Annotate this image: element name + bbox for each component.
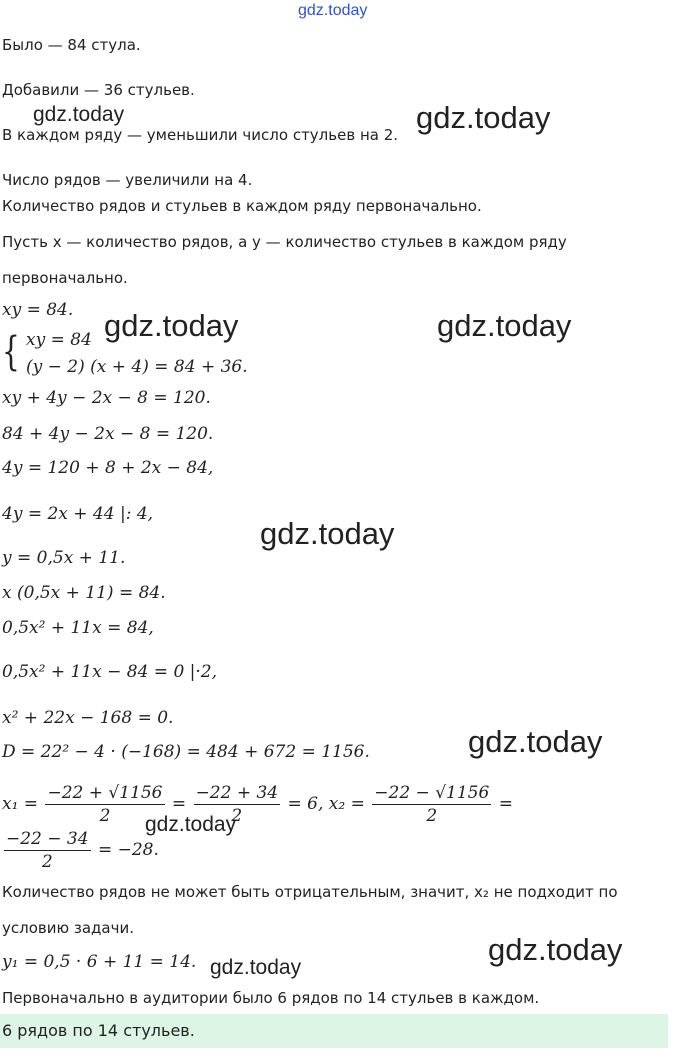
text-line: Число рядов — увеличили на 4.	[2, 171, 253, 189]
equation: 4y = 2x + 44 |: 4,	[2, 504, 154, 524]
watermark: gdz.today	[210, 956, 302, 979]
text-line: Добавили — 36 стульев.	[2, 81, 195, 99]
equation: x (0,5x + 11) = 84.	[2, 583, 166, 603]
fraction-denominator: 2	[231, 806, 243, 826]
watermark: gdz.today	[416, 100, 551, 135]
fraction-numerator: −22 + √1156	[47, 783, 163, 803]
text-line: первоначально.	[2, 269, 128, 287]
fraction-numerator: −22 + 34	[195, 783, 279, 803]
equals-sign: =	[498, 794, 513, 814]
text-line: Количество рядов не может быть отрицательным, значит, x₂ не подходит по	[2, 883, 618, 901]
equation: xy = 84.	[2, 300, 74, 320]
system-equation: xy = 84	[26, 330, 92, 350]
fraction-row	[2, 828, 159, 873]
watermark-top: gdz.today	[298, 2, 368, 19]
x2-result: = −28.	[97, 840, 159, 860]
watermark: gdz.today	[488, 932, 623, 967]
text-line: условию задачи.	[2, 919, 134, 937]
text-line: Было — 84 стула.	[2, 36, 141, 54]
x2-expression: = 6, x₂ =	[287, 794, 365, 814]
fraction-row	[2, 782, 513, 827]
watermark: gdz.today	[468, 724, 603, 759]
equation: 4y = 120 + 8 + 2x − 84,	[2, 458, 214, 478]
fraction-denominator: 2	[426, 806, 438, 826]
text-line: Первоначально в аудитории было 6 рядов по 14 стульев в каждом.	[2, 989, 540, 1007]
equation: 0,5x² + 11x − 84 = 0 |·2,	[2, 662, 218, 682]
fraction	[4, 828, 91, 873]
x1-label: x₁ =	[2, 794, 39, 814]
watermark: gdz.today	[437, 308, 572, 343]
fraction	[194, 782, 281, 827]
fraction	[372, 782, 491, 827]
text-line: Пусть x — количество рядов, а y — количество стульев в каждом ряду	[2, 233, 567, 251]
fraction-numerator: −22 − √1156	[374, 783, 490, 803]
watermark: gdz.today	[145, 813, 237, 836]
equals-sign: =	[171, 794, 187, 814]
watermark: gdz.today	[260, 516, 395, 551]
answer-box: 6 рядов по 14 стульев.	[0, 1014, 668, 1048]
fraction-denominator: 2	[99, 806, 111, 826]
equation: D = 22² − 4 · (−168) = 484 + 672 = 1156.	[2, 742, 370, 762]
system-brace: {	[2, 329, 20, 375]
watermark: gdz.today	[104, 308, 239, 343]
fraction	[45, 782, 164, 827]
system-equation: (y − 2) (x + 4) = 84 + 36.	[26, 357, 248, 377]
fraction-denominator: 2	[41, 852, 53, 872]
watermark: gdz.today	[33, 103, 125, 126]
equation: 0,5x² + 11x = 84,	[2, 618, 154, 638]
equation: x² + 22x − 168 = 0.	[2, 708, 174, 728]
text-line: Количество рядов и стульев в каждом ряду первоначально.	[2, 197, 482, 215]
text-line: В каждом ряду — уменьшили число стульев на 2.	[2, 126, 399, 144]
fraction-numerator: −22 − 34	[6, 829, 89, 849]
equation: y = 0,5x + 11.	[2, 548, 126, 568]
equation: xy + 4y − 2x − 8 = 120.	[2, 388, 211, 408]
equation: 84 + 4y − 2x − 8 = 120.	[2, 424, 214, 444]
equation: y₁ = 0,5 · 6 + 11 = 14.	[2, 952, 197, 972]
